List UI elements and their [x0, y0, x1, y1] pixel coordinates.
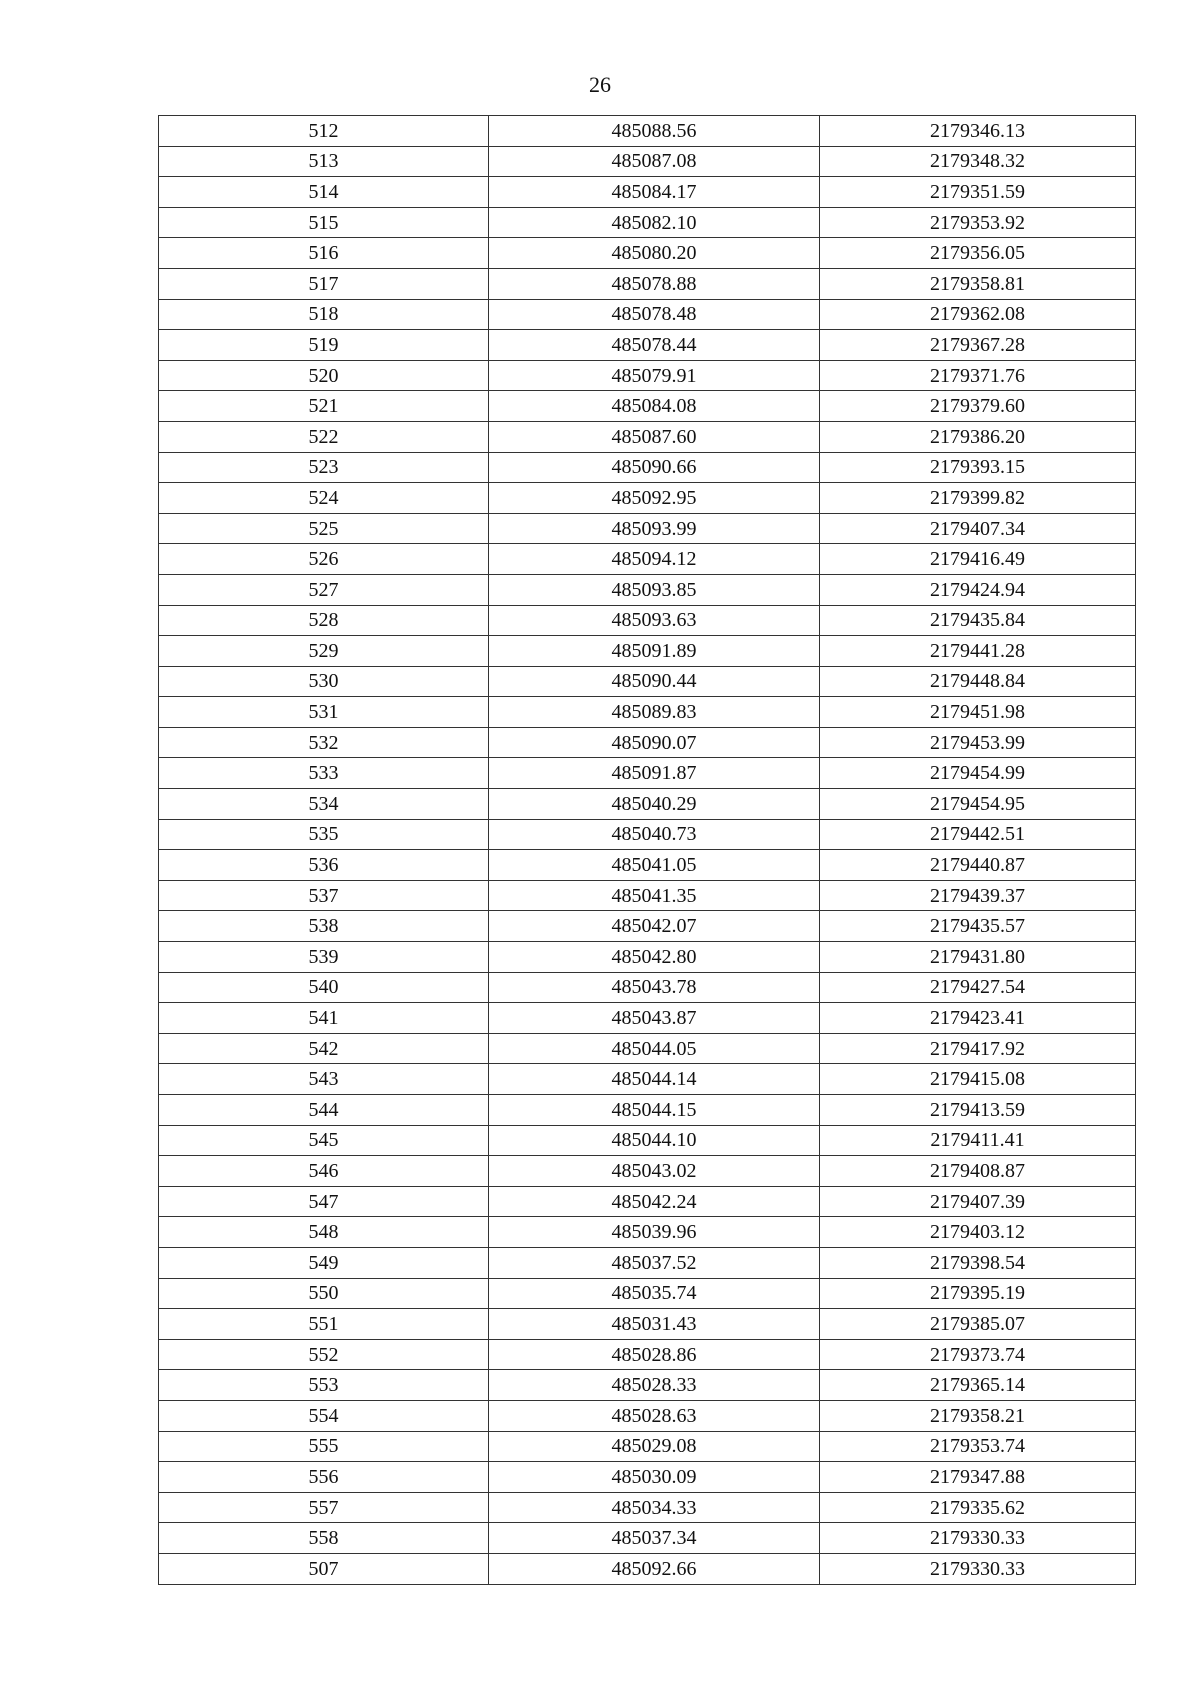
x-coordinate-cell: 485031.43 — [489, 1309, 820, 1340]
x-coordinate-cell: 485042.24 — [489, 1186, 820, 1217]
x-coordinate-cell: 485078.88 — [489, 268, 820, 299]
x-coordinate-cell: 485093.99 — [489, 513, 820, 544]
table-row — [159, 727, 1136, 758]
y-coordinate-cell: 2179441.28 — [820, 636, 1136, 667]
page-number: 26 — [589, 72, 611, 97]
point-number-cell: 528 — [159, 605, 489, 636]
y-coordinate-cell: 2179393.15 — [820, 452, 1136, 483]
table-row — [159, 1462, 1136, 1493]
point-number-cell: 521 — [159, 391, 489, 422]
y-coordinate-cell: 2179356.05 — [820, 238, 1136, 269]
table-row — [159, 1186, 1136, 1217]
point-number-cell: 535 — [159, 819, 489, 850]
table-row — [159, 1492, 1136, 1523]
point-number-cell: 543 — [159, 1064, 489, 1095]
point-number-cell: 522 — [159, 421, 489, 452]
x-coordinate-cell: 485035.74 — [489, 1278, 820, 1309]
y-coordinate-cell: 2179403.12 — [820, 1217, 1136, 1248]
coordinates-table — [158, 115, 1136, 1585]
x-coordinate-cell: 485044.10 — [489, 1125, 820, 1156]
point-number-cell: 513 — [159, 146, 489, 177]
table-row — [159, 483, 1136, 514]
table-row — [159, 1125, 1136, 1156]
x-coordinate-cell: 485079.91 — [489, 360, 820, 391]
y-coordinate-cell: 2179365.14 — [820, 1370, 1136, 1401]
point-number-cell: 516 — [159, 238, 489, 269]
x-coordinate-cell: 485037.52 — [489, 1247, 820, 1278]
point-number-cell: 554 — [159, 1400, 489, 1431]
point-number-cell: 519 — [159, 330, 489, 361]
point-number-cell: 530 — [159, 666, 489, 697]
point-number-cell: 553 — [159, 1370, 489, 1401]
table-row — [159, 697, 1136, 728]
y-coordinate-cell: 2179385.07 — [820, 1309, 1136, 1340]
point-number-cell: 555 — [159, 1431, 489, 1462]
y-coordinate-cell: 2179417.92 — [820, 1033, 1136, 1064]
table-row — [159, 330, 1136, 361]
x-coordinate-cell: 485040.73 — [489, 819, 820, 850]
x-coordinate-cell: 485041.05 — [489, 850, 820, 881]
table-row — [159, 1064, 1136, 1095]
x-coordinate-cell: 485040.29 — [489, 789, 820, 820]
table-row — [159, 1033, 1136, 1064]
point-number-cell: 529 — [159, 636, 489, 667]
y-coordinate-cell: 2179411.41 — [820, 1125, 1136, 1156]
y-coordinate-cell: 2179353.74 — [820, 1431, 1136, 1462]
table-row — [159, 605, 1136, 636]
x-coordinate-cell: 485041.35 — [489, 880, 820, 911]
table-row — [159, 1309, 1136, 1340]
y-coordinate-cell: 2179439.37 — [820, 880, 1136, 911]
x-coordinate-cell: 485042.80 — [489, 942, 820, 973]
y-coordinate-cell: 2179353.92 — [820, 207, 1136, 238]
point-number-cell: 518 — [159, 299, 489, 330]
x-coordinate-cell: 485043.02 — [489, 1156, 820, 1187]
table-row — [159, 116, 1136, 147]
x-coordinate-cell: 485044.14 — [489, 1064, 820, 1095]
x-coordinate-cell: 485042.07 — [489, 911, 820, 942]
x-coordinate-cell: 485030.09 — [489, 1462, 820, 1493]
x-coordinate-cell: 485094.12 — [489, 544, 820, 575]
y-coordinate-cell: 2179435.84 — [820, 605, 1136, 636]
point-number-cell: 539 — [159, 942, 489, 973]
y-coordinate-cell: 2179335.62 — [820, 1492, 1136, 1523]
point-number-cell: 551 — [159, 1309, 489, 1340]
table-row — [159, 238, 1136, 269]
point-number-cell: 548 — [159, 1217, 489, 1248]
y-coordinate-cell: 2179386.20 — [820, 421, 1136, 452]
point-number-cell: 507 — [159, 1553, 489, 1584]
table-row — [159, 391, 1136, 422]
y-coordinate-cell: 2179454.95 — [820, 789, 1136, 820]
point-number-cell: 557 — [159, 1492, 489, 1523]
x-coordinate-cell: 485029.08 — [489, 1431, 820, 1462]
y-coordinate-cell: 2179442.51 — [820, 819, 1136, 850]
y-coordinate-cell: 2179408.87 — [820, 1156, 1136, 1187]
table-row — [159, 1339, 1136, 1370]
point-number-cell: 534 — [159, 789, 489, 820]
y-coordinate-cell: 2179423.41 — [820, 1003, 1136, 1034]
x-coordinate-cell: 485087.60 — [489, 421, 820, 452]
x-coordinate-cell: 485089.83 — [489, 697, 820, 728]
point-number-cell: 538 — [159, 911, 489, 942]
x-coordinate-cell: 485043.87 — [489, 1003, 820, 1034]
table-row — [159, 1095, 1136, 1126]
table-row — [159, 850, 1136, 881]
x-coordinate-cell: 485039.96 — [489, 1217, 820, 1248]
x-coordinate-cell: 485080.20 — [489, 238, 820, 269]
y-coordinate-cell: 2179358.21 — [820, 1400, 1136, 1431]
point-number-cell: 540 — [159, 972, 489, 1003]
point-number-cell: 549 — [159, 1247, 489, 1278]
point-number-cell: 558 — [159, 1523, 489, 1554]
y-coordinate-cell: 2179330.33 — [820, 1523, 1136, 1554]
y-coordinate-cell: 2179440.87 — [820, 850, 1136, 881]
y-coordinate-cell: 2179346.13 — [820, 116, 1136, 147]
point-number-cell: 536 — [159, 850, 489, 881]
y-coordinate-cell: 2179407.34 — [820, 513, 1136, 544]
x-coordinate-cell: 485090.44 — [489, 666, 820, 697]
x-coordinate-cell: 485043.78 — [489, 972, 820, 1003]
table-row — [159, 360, 1136, 391]
point-number-cell: 526 — [159, 544, 489, 575]
table-row — [159, 177, 1136, 208]
y-coordinate-cell: 2179371.76 — [820, 360, 1136, 391]
table-row — [159, 207, 1136, 238]
x-coordinate-cell: 485088.56 — [489, 116, 820, 147]
y-coordinate-cell: 2179431.80 — [820, 942, 1136, 973]
point-number-cell: 545 — [159, 1125, 489, 1156]
y-coordinate-cell: 2179347.88 — [820, 1462, 1136, 1493]
x-coordinate-cell: 485028.63 — [489, 1400, 820, 1431]
x-coordinate-cell: 485028.33 — [489, 1370, 820, 1401]
x-coordinate-cell: 485093.85 — [489, 574, 820, 605]
table-row — [159, 636, 1136, 667]
y-coordinate-cell: 2179373.74 — [820, 1339, 1136, 1370]
y-coordinate-cell: 2179413.59 — [820, 1095, 1136, 1126]
table-row — [159, 1370, 1136, 1401]
table-row — [159, 1247, 1136, 1278]
table-row — [159, 513, 1136, 544]
point-number-cell: 524 — [159, 483, 489, 514]
x-coordinate-cell: 485082.10 — [489, 207, 820, 238]
y-coordinate-cell: 2179351.59 — [820, 177, 1136, 208]
y-coordinate-cell: 2179453.99 — [820, 727, 1136, 758]
point-number-cell: 544 — [159, 1095, 489, 1126]
point-number-cell: 514 — [159, 177, 489, 208]
table-row — [159, 819, 1136, 850]
y-coordinate-cell: 2179424.94 — [820, 574, 1136, 605]
y-coordinate-cell: 2179367.28 — [820, 330, 1136, 361]
y-coordinate-cell: 2179416.49 — [820, 544, 1136, 575]
y-coordinate-cell: 2179399.82 — [820, 483, 1136, 514]
x-coordinate-cell: 485092.66 — [489, 1553, 820, 1584]
coordinates-table-body — [159, 116, 1136, 1585]
x-coordinate-cell: 485078.48 — [489, 299, 820, 330]
table-row — [159, 268, 1136, 299]
x-coordinate-cell: 485037.34 — [489, 1523, 820, 1554]
x-coordinate-cell: 485028.86 — [489, 1339, 820, 1370]
x-coordinate-cell: 485093.63 — [489, 605, 820, 636]
table-row — [159, 1156, 1136, 1187]
x-coordinate-cell: 485090.66 — [489, 452, 820, 483]
y-coordinate-cell: 2179395.19 — [820, 1278, 1136, 1309]
table-row — [159, 1278, 1136, 1309]
point-number-cell: 517 — [159, 268, 489, 299]
y-coordinate-cell: 2179407.39 — [820, 1186, 1136, 1217]
point-number-cell: 552 — [159, 1339, 489, 1370]
y-coordinate-cell: 2179415.08 — [820, 1064, 1136, 1095]
table-row — [159, 789, 1136, 820]
y-coordinate-cell: 2179330.33 — [820, 1553, 1136, 1584]
x-coordinate-cell: 485091.87 — [489, 758, 820, 789]
table-row — [159, 972, 1136, 1003]
table-row — [159, 574, 1136, 605]
table-row — [159, 666, 1136, 697]
x-coordinate-cell: 485034.33 — [489, 1492, 820, 1523]
table-row — [159, 1217, 1136, 1248]
x-coordinate-cell: 485091.89 — [489, 636, 820, 667]
table-row — [159, 1553, 1136, 1584]
point-number-cell: 547 — [159, 1186, 489, 1217]
x-coordinate-cell: 485090.07 — [489, 727, 820, 758]
y-coordinate-cell: 2179379.60 — [820, 391, 1136, 422]
table-row — [159, 146, 1136, 177]
table-row — [159, 1431, 1136, 1462]
point-number-cell: 546 — [159, 1156, 489, 1187]
point-number-cell: 556 — [159, 1462, 489, 1493]
point-number-cell: 512 — [159, 116, 489, 147]
x-coordinate-cell: 485044.05 — [489, 1033, 820, 1064]
point-number-cell: 541 — [159, 1003, 489, 1034]
point-number-cell: 537 — [159, 880, 489, 911]
y-coordinate-cell: 2179454.99 — [820, 758, 1136, 789]
table-row — [159, 421, 1136, 452]
table-row — [159, 1400, 1136, 1431]
point-number-cell: 527 — [159, 574, 489, 605]
x-coordinate-cell: 485044.15 — [489, 1095, 820, 1126]
x-coordinate-cell: 485084.08 — [489, 391, 820, 422]
x-coordinate-cell: 485087.08 — [489, 146, 820, 177]
x-coordinate-cell: 485092.95 — [489, 483, 820, 514]
point-number-cell: 550 — [159, 1278, 489, 1309]
y-coordinate-cell: 2179348.32 — [820, 146, 1136, 177]
y-coordinate-cell: 2179435.57 — [820, 911, 1136, 942]
y-coordinate-cell: 2179398.54 — [820, 1247, 1136, 1278]
table-row — [159, 544, 1136, 575]
y-coordinate-cell: 2179448.84 — [820, 666, 1136, 697]
y-coordinate-cell: 2179451.98 — [820, 697, 1136, 728]
point-number-cell: 542 — [159, 1033, 489, 1064]
table-row — [159, 1003, 1136, 1034]
point-number-cell: 525 — [159, 513, 489, 544]
table-row — [159, 1523, 1136, 1554]
point-number-cell: 515 — [159, 207, 489, 238]
point-number-cell: 532 — [159, 727, 489, 758]
x-coordinate-cell: 485084.17 — [489, 177, 820, 208]
point-number-cell: 533 — [159, 758, 489, 789]
point-number-cell: 523 — [159, 452, 489, 483]
y-coordinate-cell: 2179362.08 — [820, 299, 1136, 330]
table-row — [159, 880, 1136, 911]
y-coordinate-cell: 2179358.81 — [820, 268, 1136, 299]
table-row — [159, 911, 1136, 942]
table-row — [159, 299, 1136, 330]
point-number-cell: 520 — [159, 360, 489, 391]
table-row — [159, 452, 1136, 483]
point-number-cell: 531 — [159, 697, 489, 728]
x-coordinate-cell: 485078.44 — [489, 330, 820, 361]
y-coordinate-cell: 2179427.54 — [820, 972, 1136, 1003]
table-row — [159, 758, 1136, 789]
table-row — [159, 942, 1136, 973]
